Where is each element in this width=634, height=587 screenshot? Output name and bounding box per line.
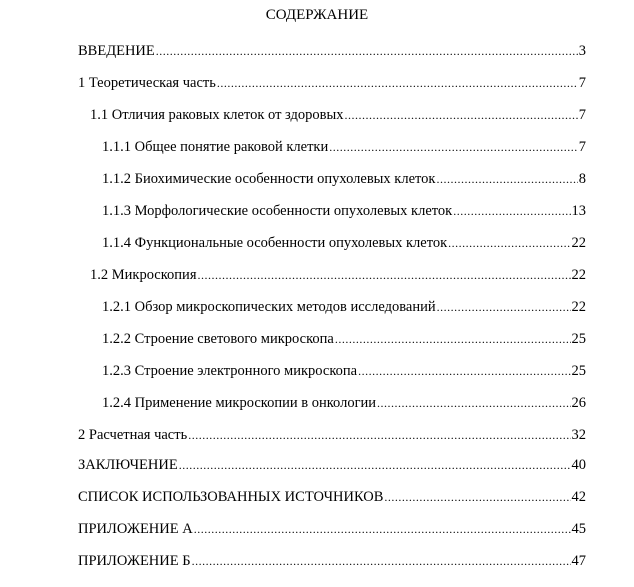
toc-entry-label: 1.1.4 Функциональные особенности опухолевых клеток	[102, 235, 448, 251]
toc-leader-dots	[384, 488, 570, 506]
toc-entry-label: ВВЕДЕНИЕ	[78, 43, 155, 59]
toc-leader-dots	[453, 202, 570, 220]
toc-entry-label: 1.2.4 Применение микроскопии в онкологии	[102, 395, 377, 411]
toc-entry-page: 7	[578, 139, 586, 155]
toc-entry-label: 1.1.3 Морфологические особенности опухолевых клеток	[102, 203, 453, 219]
toc-entry-page: 13	[571, 203, 586, 219]
toc-entry-label: 2 Расчетная часть	[78, 427, 188, 443]
toc-entry-page: 42	[571, 489, 586, 505]
toc-entry[interactable]	[90, 266, 586, 284]
toc-entry-label: ПРИЛОЖЕНИЕ Б	[78, 553, 191, 569]
toc-entry[interactable]	[102, 202, 586, 220]
toc-leader-dots	[188, 426, 570, 444]
toc-entry-label: ПРИЛОЖЕНИЕ А	[78, 521, 193, 537]
toc-entry[interactable]	[102, 362, 586, 380]
toc-leader-dots	[377, 394, 570, 412]
toc-entry[interactable]	[102, 170, 586, 188]
toc-entry-page: 22	[571, 299, 586, 315]
toc-leader-dots	[358, 362, 570, 380]
toc-entry[interactable]	[102, 394, 586, 412]
toc-entry-label: 1.2.3 Строение электронного микроскопа	[102, 363, 358, 379]
toc-leader-dots	[329, 138, 578, 156]
toc-entry-page: 40	[571, 457, 586, 473]
toc-entry-label: 1.1.1 Общее понятие раковой клетки	[102, 139, 329, 155]
toc-entry-page: 7	[578, 107, 586, 123]
toc-entry[interactable]	[78, 456, 586, 474]
toc-entry-page: 25	[571, 331, 586, 347]
page-title: СОДЕРЖАНИЕ	[265, 7, 369, 23]
toc-entry-page: 8	[578, 171, 586, 187]
toc-entry-page: 22	[571, 235, 586, 251]
toc-entry-label: 1.1 Отличия раковых клеток от здоровых	[90, 107, 344, 123]
toc-entry-label: 1 Теоретическая часть	[78, 75, 216, 91]
toc-entry-page: 3	[578, 43, 586, 59]
toc-entry-page: 47	[571, 553, 586, 569]
toc-entry-label: ЗАКЛЮЧЕНИЕ	[78, 457, 178, 473]
toc-leader-dots	[156, 42, 578, 60]
toc-entry[interactable]	[78, 74, 586, 92]
toc-entry[interactable]	[78, 520, 586, 538]
toc-entry[interactable]	[102, 138, 586, 156]
toc-leader-dots	[436, 170, 577, 188]
toc-entry[interactable]	[78, 552, 586, 570]
toc-entry-page: 25	[571, 363, 586, 379]
toc-entry[interactable]	[78, 42, 586, 60]
toc-entry-page: 22	[571, 267, 586, 283]
toc-entry[interactable]	[78, 426, 586, 444]
toc-entry[interactable]	[102, 330, 586, 348]
toc-entry[interactable]	[102, 234, 586, 252]
toc-entry[interactable]	[102, 298, 586, 316]
toc-entry-label: 1.2.2 Строение светового микроскопа	[102, 331, 334, 347]
toc-leader-dots	[194, 520, 571, 538]
toc-entry-label: 1.2 Микроскопия	[90, 267, 197, 283]
toc-leader-dots	[217, 74, 578, 92]
toc-entry-page: 45	[571, 521, 586, 537]
toc-entry[interactable]	[90, 106, 586, 124]
toc-leader-dots	[344, 106, 577, 124]
toc-leader-dots	[192, 552, 571, 570]
toc-entry[interactable]	[78, 488, 586, 506]
toc-entry-label: 1.2.1 Обзор микроскопических методов исследований	[102, 299, 436, 315]
toc-leader-dots	[335, 330, 571, 348]
toc-leader-dots	[437, 298, 571, 316]
toc-entry-page: 26	[571, 395, 586, 411]
toc-leader-dots	[179, 456, 571, 474]
toc-entry-page: 7	[578, 75, 586, 91]
toc-entry-page: 32	[571, 427, 586, 443]
toc-entry-label: СПИСОК ИСПОЛЬЗОВАННЫХ ИСТОЧНИКОВ	[78, 489, 384, 505]
toc-entry-label: 1.1.2 Биохимические особенности опухолевых клеток	[102, 171, 436, 187]
toc-leader-dots	[448, 234, 570, 252]
toc-leader-dots	[198, 266, 571, 284]
